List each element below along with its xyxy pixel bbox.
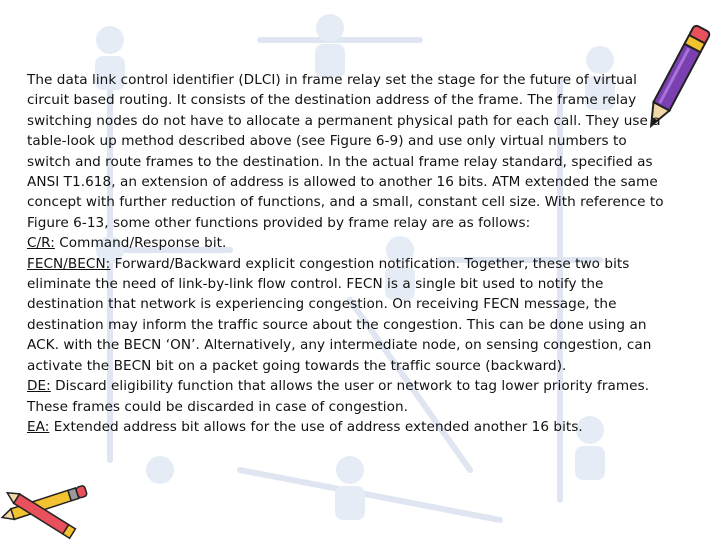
definition-text: Discard eligibility function that allows the user or network to tag lower priority frames. These frames could be discarded in case of congestion. — [27, 378, 650, 415]
definition-term: DE: — [27, 378, 51, 395]
definition-term: EA: — [27, 418, 50, 435]
intro-paragraph: The data link control identifier (DLCI) in frame relay set the stage for the future of virtual circuit based routing. It consists of the destination address of the frame. The frame relay switching nodes do not have to allocate a permanent physical path for each call. They use a table-look up method described above (see Figure 6-9) and use only virtual numbers to switch and route frames to the destination. In the actual frame relay standard, specified as ANSI T1.618, an extension of address is allowed to another 16 bits. ATM extended the same concept with further reduction of functions, and a small, constant cell size. With reference to Figure 6-13, some other functions provided by frame relay are as follows: — [27, 72, 664, 231]
definition-text: Forward/Backward explicit congestion notification. Together, these two bits eliminate the need of link-by-link flow control. FECN is a single bit used to notify the destination that network is experiencing congestion. On receiving FECN message, the destination may inform the traffic source about the congestion. This can be done using an ACK. with the BECN ‘ON’. Alternatively, any intermediate node, on sensing congestion, can activate the BECN bit on a packet going towards the traffic source (backward). — [27, 255, 652, 374]
definition-text: Extended address bit allows for the use of address extended another 16 bits. — [49, 418, 583, 435]
definition-term: FECN/BECN: — [27, 255, 111, 272]
definition-item — [27, 233, 667, 253]
slide-body — [27, 70, 667, 437]
definition-item — [27, 417, 667, 437]
pencils-icon — [0, 485, 100, 540]
definition-item — [27, 376, 667, 417]
definition-text: Command/Response bit. — [54, 235, 227, 252]
definition-item — [27, 254, 667, 376]
definition-term: C/R: — [27, 235, 55, 252]
